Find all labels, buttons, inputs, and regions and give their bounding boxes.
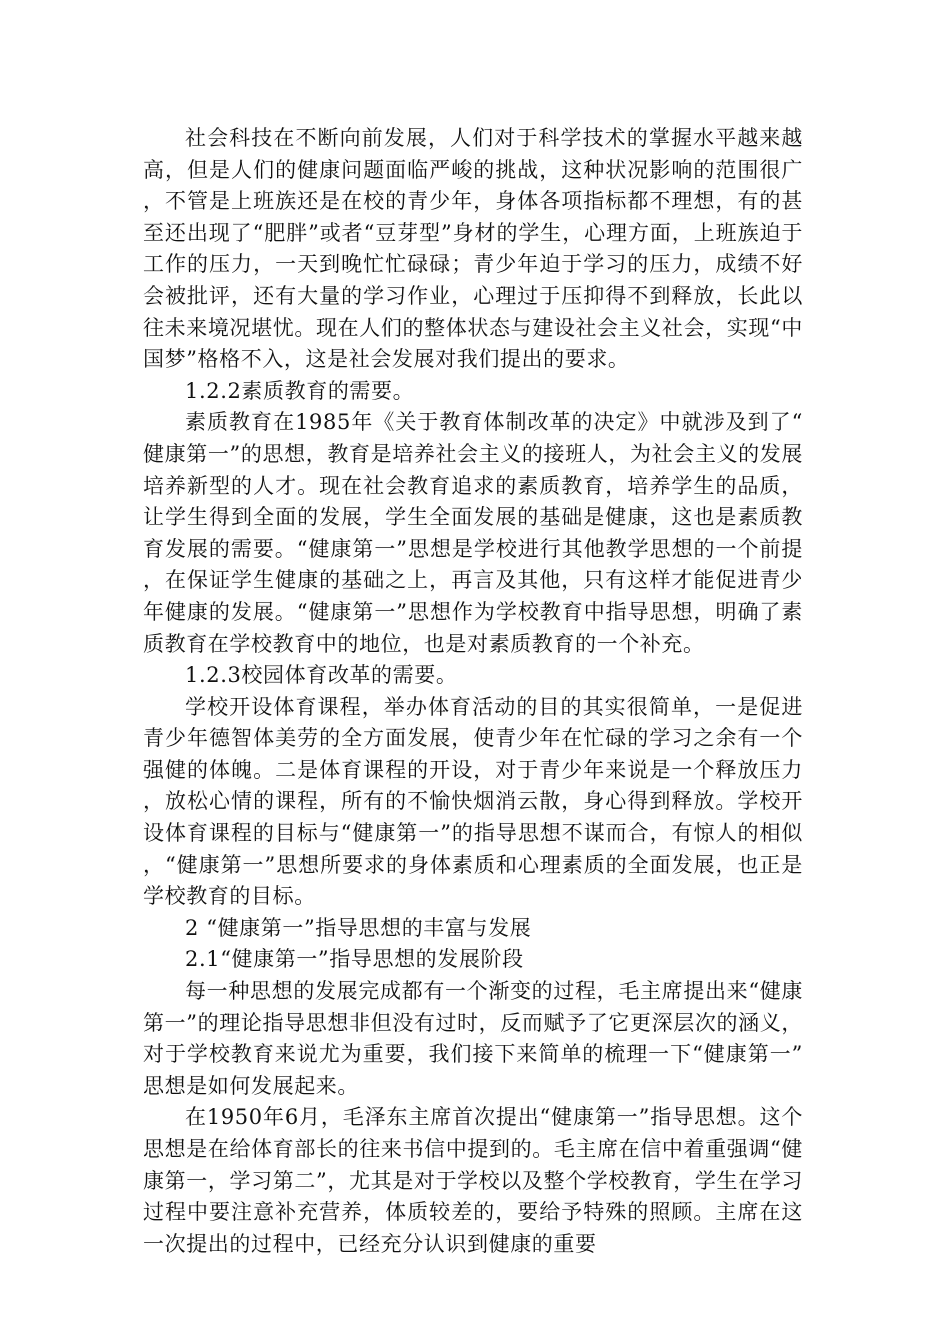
document-page: [143, 123, 803, 1260]
section-heading-2: 2 “健康第一”指导思想的丰富与发展: [185, 915, 532, 940]
section-heading-1-2-3: 1.2.3校园体育改革的需要。: [185, 663, 458, 688]
paragraph-quality-education: 素质教育在1985年《关于教育体制改革的决定》中就涉及到了“健康第一”的思想，教育是培养社会主义的接班人，为社会主义的发展培养新型的人才。现在社会教育追求的素质教育，培养学生的品质，让学生得到全面的发展，学生全面发展的基础是健康，这也是素质教育发展的需要。“健康第一”思想是学校进行其他教学思想的一个前提，在保证学生健康的基础之上，再言及其他，只有这样才能促进青少年健康的发展。“健康第一”思想作为学校教育中指导思想，明确了素质教育在学校教育中的地位，也是对素质教育的一个补充。: [143, 410, 803, 656]
paragraph-thought-evolution: 每一种思想的发展完成都有一个渐变的过程，毛主席提出来“健康第一”的理论指导思想非但没有过时，反而赋予了它更深层次的涵义，对于学校教育来说尤为重要，我们接下来简单的梳理一下“健康第一”思想是如何发展起来。: [143, 979, 803, 1098]
paragraph-1950-proposal: 在1950年6月，毛泽东主席首次提出“健康第一”指导思想。这个思想是在给体育部长的往来书信中提到的。毛主席在信中着重强调“健康第一，学习第二”，尤其是对于学校以及整个学校教育，学生在学习过程中要注意补充营养，体质较差的，要给予特殊的照顾。主席在这一次提出的过程中，已经充分认识到健康的重要: [143, 1105, 803, 1256]
paragraph-social-development: 社会科技在不断向前发展，人们对于科学技术的掌握水平越来越高，但是人们的健康问题面临严峻的挑战，这种状况影响的范围很广，不管是上班族还是在校的青少年，身体各项指标都不理想，有的甚至还出现了“肥胖”或者“豆芽型”身材的学生，心理方面，上班族迫于工作的压力，一天到晚忙忙碌碌；青少年迫于学习的压力，成绩不好会被批评，还有大量的学习作业，心理过于压抑得不到释放，长此以往未来境况堪忧。现在人们的整体状态与建设社会主义社会，实现“中国梦”格格不入，这是社会发展对我们提出的要求。: [143, 126, 803, 372]
section-heading-1-2-2: 1.2.2素质教育的需要。: [185, 378, 415, 403]
section-heading-2-1: 2.1“健康第一”指导思想的发展阶段: [185, 947, 524, 972]
paragraph-pe-reform: 学校开设体育课程，举办体育活动的目的其实很简单，一是促进青少年德智体美劳的全方面发展，使青少年在忙碌的学习之余有一个强健的体魄。二是体育课程的开设，对于青少年来说是一个释放压力，放松心情的课程，所有的不愉快烟消云散，身心得到释放。学校开设体育课程的目标与“健康第一”的指导思想不谋而合，有惊人的相似，“健康第一”思想所要求的身体素质和心理素质的全面发展，也正是学校教育的目标。: [143, 694, 803, 909]
